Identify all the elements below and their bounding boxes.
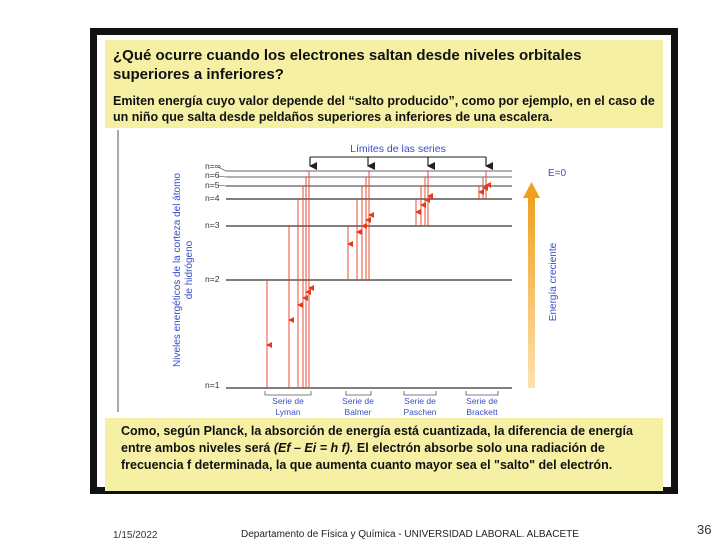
y-axis-label-group [172,173,195,367]
series-label-paschen-line2: Paschen [403,407,437,417]
level-label-4: n=4 [205,193,220,203]
level-label-6: n=6 [205,170,220,180]
series-limits-label: Límites de las series [350,143,446,155]
level-label-infinity: n=∞ [205,161,221,171]
y-axis-label-line2: de hidrógeno [184,240,195,300]
series-label-balmer-line2: Balmer [344,407,372,417]
series-brackets [265,391,498,395]
series-label-brackett-line2: Brackett [466,407,498,417]
series-label-paschen-line1: Serie de [404,396,436,406]
level-label-5: n=5 [205,180,220,190]
slide-answer: Emiten energía cuyo valor depende del “salto producido”, como por ejemplo, en el caso de un niño que salta desde peldaños superiores a inferiores de una escalera. [113,94,655,124]
y-axis-label-line1: Niveles energéticos de la corteza del átomo [172,173,183,367]
brackett-transitions [479,171,486,199]
slide-question: ¿Qué ocurre cuando los electrones saltan desde niveles orbitales superiores a inferiores? [113,47,582,83]
explanation-part1: Como, según Planck, la absorción de energía está cuantizada, la diferencia de energía entre ambos niveles será [121,424,633,455]
bracket-paschen [404,391,436,395]
energy-arrow-shaft [528,196,535,388]
bracket-brackett [466,391,498,395]
footer-department: Departamento de Física y Química - UNIVERSIDAD LABORAL. ALBACETE [241,529,579,540]
series-label-balmer-line1: Serie de [342,396,374,406]
series-label-brackett-line1: Serie de [466,396,498,406]
explanation-text [121,423,651,474]
page-number: 36 [697,522,712,537]
footer-date: 1/15/2022 [113,530,158,541]
energy-zero-label: E=0 [548,168,567,179]
energy-arrow-head [523,182,540,198]
level-label-2: n=2 [205,274,220,284]
explanation-part2: El electrón absorbe solo una radiación de frecuencia f determinada, la que aumenta cuanto mayor sea el "salto" del electrón. [121,441,613,472]
level-label-3: n=3 [205,220,220,230]
series-label-lyman-line1: Serie de [272,396,304,406]
bracket-balmer [346,391,371,395]
bracket-lyman [265,391,311,395]
level-label-1: n=1 [205,380,220,390]
energy-axis-label: Energía creciente [548,242,559,322]
series-label-lyman-line2: Lyman [275,407,301,417]
explanation-formula: (Ef – Ei = h f). [273,441,354,455]
